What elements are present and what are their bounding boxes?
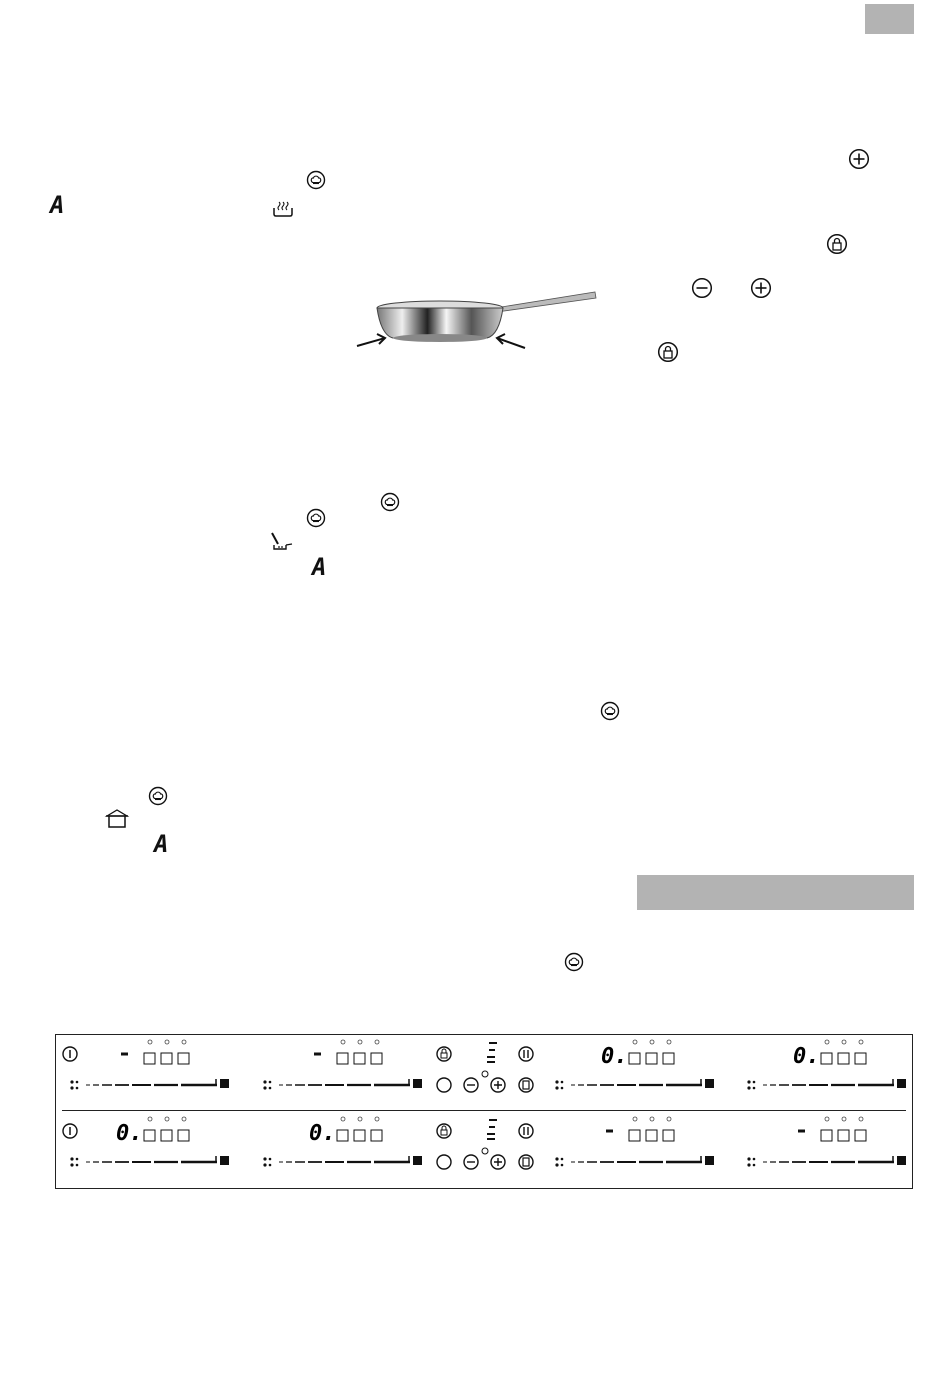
zone-indicator-dot bbox=[650, 1040, 654, 1044]
zone-timer-box bbox=[337, 1130, 348, 1141]
pause-icon bbox=[519, 1124, 533, 1138]
zone-indicator-dot bbox=[667, 1040, 671, 1044]
zone-indicator-dot bbox=[341, 1117, 345, 1121]
boil-icon bbox=[271, 199, 295, 219]
slider-dot bbox=[76, 1158, 79, 1161]
lock-body bbox=[441, 1053, 447, 1058]
lock-circle-icon bbox=[657, 341, 679, 363]
chef-hat-icon bbox=[437, 1078, 451, 1092]
zone-timer-box bbox=[354, 1130, 365, 1141]
zone-timer-box bbox=[629, 1130, 640, 1141]
zone-timer-box bbox=[855, 1130, 866, 1141]
zone-timer-box bbox=[838, 1130, 849, 1141]
zone-timer-box bbox=[821, 1053, 832, 1064]
zone-indicator-dot bbox=[375, 1040, 379, 1044]
timer-digit bbox=[523, 1081, 529, 1089]
zone-timer-box bbox=[144, 1053, 155, 1064]
slider-dot bbox=[555, 1157, 558, 1160]
zone-indicator-dot bbox=[633, 1040, 637, 1044]
zone-indicator-dot bbox=[842, 1040, 846, 1044]
slider-dot bbox=[753, 1164, 756, 1167]
zone-indicator-dot bbox=[358, 1040, 362, 1044]
section-bar bbox=[637, 875, 914, 910]
boost-icon bbox=[705, 1079, 714, 1088]
chef-hat-icon bbox=[600, 701, 620, 721]
zone-indicator-dot bbox=[859, 1040, 863, 1044]
slider-dot bbox=[753, 1081, 756, 1084]
zone-indicator-dot bbox=[182, 1117, 186, 1121]
zone-indicator-dot bbox=[148, 1117, 152, 1121]
zone-timer-box bbox=[371, 1053, 382, 1064]
boost-icon bbox=[705, 1156, 714, 1165]
plus-circle-icon bbox=[848, 148, 870, 170]
slider-dot bbox=[561, 1087, 564, 1090]
chef-hat-icon bbox=[437, 1155, 451, 1169]
slider-dot bbox=[753, 1158, 756, 1161]
timer-icon bbox=[482, 1071, 488, 1077]
timer-display-icon bbox=[519, 1155, 533, 1169]
slider-dot bbox=[263, 1163, 266, 1166]
zone-timer-box bbox=[646, 1130, 657, 1141]
plus-circle-icon bbox=[750, 277, 772, 299]
slider-dot bbox=[76, 1081, 79, 1084]
lock-circle-icon bbox=[826, 233, 848, 255]
slider-dot bbox=[70, 1086, 73, 1089]
pause-bars bbox=[524, 1050, 528, 1058]
zone-indicator-dot bbox=[842, 1117, 846, 1121]
lock-shackle bbox=[442, 1126, 446, 1130]
pot-icon bbox=[104, 807, 130, 831]
slider-dot bbox=[555, 1086, 558, 1089]
slider-dot bbox=[70, 1157, 73, 1160]
zone-indicator-dot bbox=[165, 1040, 169, 1044]
zone-timer-box bbox=[663, 1130, 674, 1141]
chef-hat-icon bbox=[564, 952, 584, 972]
zone-indicator-dot bbox=[859, 1117, 863, 1121]
slider-dot bbox=[747, 1157, 750, 1160]
zone-timer-box bbox=[371, 1130, 382, 1141]
slider-dot bbox=[269, 1087, 272, 1090]
auto-display-a: A bbox=[312, 553, 327, 581]
timer-digit bbox=[523, 1158, 529, 1166]
zone-timer-box bbox=[663, 1053, 674, 1064]
zone-indicator-dot bbox=[667, 1117, 671, 1121]
minus-circle-icon bbox=[691, 277, 713, 299]
zone-indicator-dot bbox=[375, 1117, 379, 1121]
boost-icon bbox=[220, 1156, 229, 1165]
zone-timer-box bbox=[161, 1130, 172, 1141]
slider-dot bbox=[753, 1087, 756, 1090]
slider-dot bbox=[747, 1163, 750, 1166]
boost-icon bbox=[897, 1079, 906, 1088]
zone-timer-box bbox=[161, 1053, 172, 1064]
slider-dot bbox=[747, 1080, 750, 1083]
zone-indicator-dot bbox=[165, 1117, 169, 1121]
plus-bars bbox=[494, 1081, 502, 1089]
zone-timer-box bbox=[821, 1130, 832, 1141]
zone-timer-box bbox=[178, 1053, 189, 1064]
zone-timer-box bbox=[838, 1053, 849, 1064]
zone-indicator-dot bbox=[341, 1040, 345, 1044]
slider-dot bbox=[263, 1157, 266, 1160]
lock-shackle bbox=[442, 1049, 446, 1053]
zone-indicator-dot bbox=[148, 1040, 152, 1044]
zone-indicator-dot bbox=[825, 1117, 829, 1121]
pause-bars bbox=[524, 1127, 528, 1135]
slider-dot bbox=[555, 1163, 558, 1166]
slider-dot bbox=[269, 1164, 272, 1167]
zone-display-zero: 0. bbox=[309, 1121, 336, 1146]
frying-pan-illustration bbox=[355, 290, 600, 355]
slider-dot bbox=[561, 1081, 564, 1084]
slider-dot bbox=[70, 1163, 73, 1166]
chef-hat-icon bbox=[380, 492, 400, 512]
zone-display-zero: 0. bbox=[793, 1044, 820, 1069]
zone-timer-box bbox=[144, 1130, 155, 1141]
zone-timer-box bbox=[855, 1053, 866, 1064]
slider-dot bbox=[561, 1158, 564, 1161]
slider-dot bbox=[263, 1086, 266, 1089]
zone-indicator-dot bbox=[650, 1117, 654, 1121]
slider-dot bbox=[555, 1080, 558, 1083]
zone-indicator-dot bbox=[825, 1040, 829, 1044]
boost-icon bbox=[413, 1079, 422, 1088]
slider-dot bbox=[747, 1086, 750, 1089]
zone-indicator-dot bbox=[182, 1040, 186, 1044]
zone-indicator-dot bbox=[633, 1117, 637, 1121]
zone-display-zero: 0. bbox=[116, 1121, 143, 1146]
zone-timer-box bbox=[354, 1053, 365, 1064]
segment-display bbox=[487, 1043, 497, 1062]
timer-icon bbox=[482, 1148, 488, 1154]
lock-body bbox=[441, 1130, 447, 1135]
timer-display-icon bbox=[519, 1078, 533, 1092]
boost-icon bbox=[220, 1079, 229, 1088]
zone-timer-box bbox=[646, 1053, 657, 1064]
auto-display-a: A bbox=[50, 191, 65, 219]
zone-timer-box bbox=[629, 1053, 640, 1064]
frying-icon bbox=[269, 531, 293, 553]
slider-dot bbox=[269, 1081, 272, 1084]
pause-icon bbox=[519, 1047, 533, 1061]
chef-hat-icon bbox=[306, 170, 326, 190]
slider-dot bbox=[76, 1087, 79, 1090]
slider-dot bbox=[70, 1080, 73, 1083]
zone-timer-box bbox=[337, 1053, 348, 1064]
zone-display-zero: 0. bbox=[601, 1044, 628, 1069]
segment-display bbox=[487, 1120, 497, 1139]
slider-dot bbox=[269, 1158, 272, 1161]
zone-indicator-dot bbox=[358, 1117, 362, 1121]
slider-dot bbox=[263, 1080, 266, 1083]
auto-display-a: A bbox=[154, 830, 169, 858]
slider-dot bbox=[76, 1164, 79, 1167]
slider-dot bbox=[561, 1164, 564, 1167]
header-tab bbox=[865, 4, 914, 34]
control-panel-diagram bbox=[55, 1034, 913, 1189]
chef-hat-icon bbox=[148, 786, 168, 806]
chef-hat-icon bbox=[306, 508, 326, 528]
plus-bars bbox=[494, 1158, 502, 1166]
boost-icon bbox=[413, 1156, 422, 1165]
boost-icon bbox=[897, 1156, 906, 1165]
zone-timer-box bbox=[178, 1130, 189, 1141]
